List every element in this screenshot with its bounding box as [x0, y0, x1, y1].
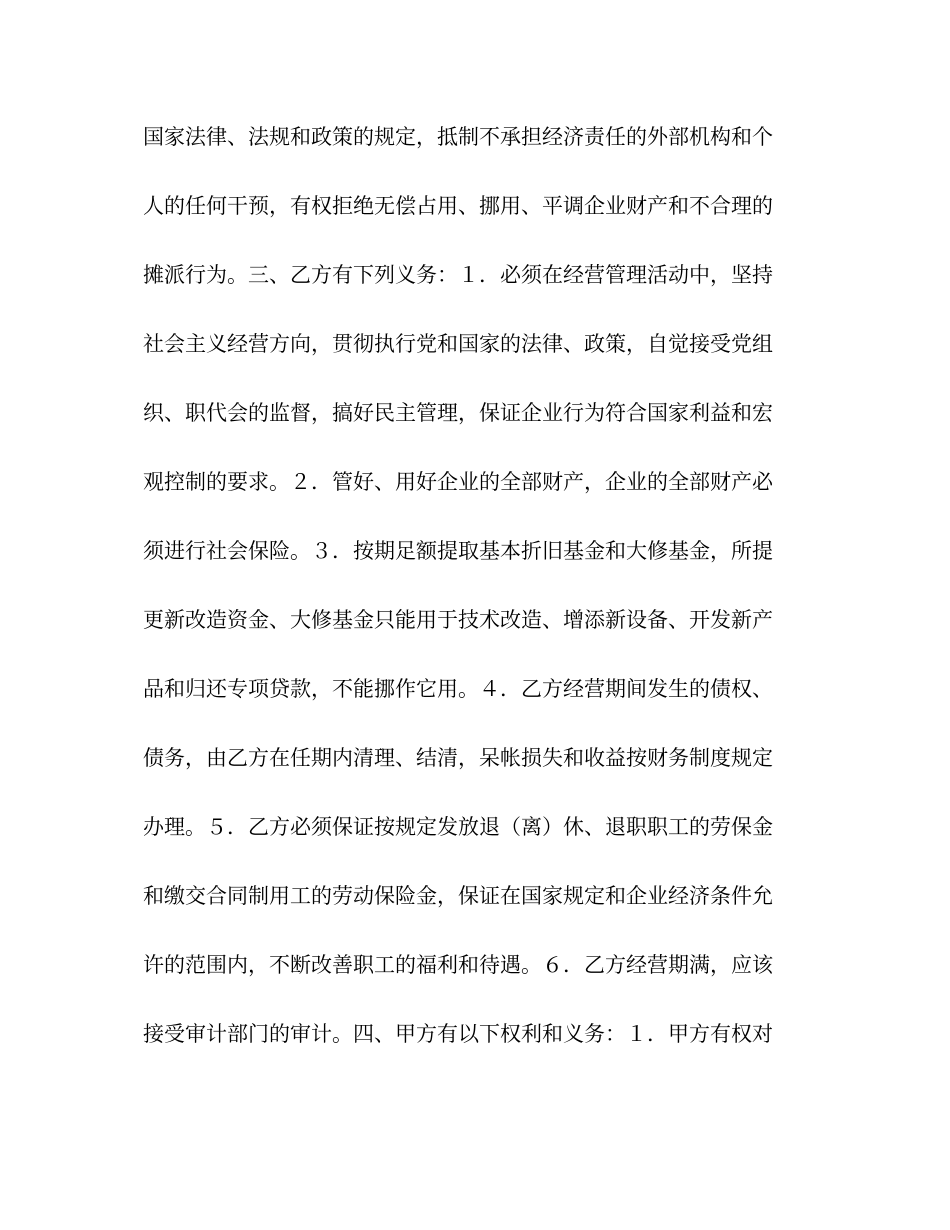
body-text [143, 125, 803, 1091]
text-line-1: 国家法律、法规和政策的规定，抵制不承担经济责任的外部机构和个 [143, 125, 773, 149]
text-line-6: 观控制的要求。２．管好、用好企业的全部财产，企业的全部财产必 [143, 470, 773, 494]
text-line-10: 债务，由乙方在任期内清理、结清，呆帐损失和收益按财务制度规定 [143, 746, 773, 770]
text-line-13: 许的范围内，不断改善职工的福利和待遇。６．乙方经营期满，应该 [143, 953, 773, 977]
text-line-12: 和缴交合同制用工的劳动保险金，保证在国家规定和企业经济条件允 [143, 884, 773, 908]
text-line-2: 人的任何干预，有权拒绝无偿占用、挪用、平调企业财产和不合理的 [143, 194, 773, 218]
text-line-5: 织、职代会的监督，搞好民主管理，保证企业行为符合国家利益和宏 [143, 401, 773, 425]
text-line-7: 须进行社会保险。３．按期足额提取基本折旧基金和大修基金，所提 [143, 539, 773, 563]
text-line-11: 办理。５．乙方必须保证按规定发放退（离）休、退职职工的劳保金 [143, 815, 773, 839]
text-line-8: 更新改造资金、大修基金只能用于技术改造、增添新设备、开发新产 [143, 608, 773, 632]
text-line-4: 社会主义经营方向，贯彻执行党和国家的法律、政策，自觉接受党组 [143, 332, 773, 356]
text-line-3: 摊派行为。三、乙方有下列义务：１．必须在经营管理活动中，坚持 [143, 263, 773, 287]
text-line-14: 接受审计部门的审计。四、甲方有以下权利和义务：１．甲方有权对 [143, 1022, 773, 1046]
text-line-9: 品和归还专项贷款，不能挪作它用。４．乙方经营期间发生的债权、 [143, 677, 773, 701]
